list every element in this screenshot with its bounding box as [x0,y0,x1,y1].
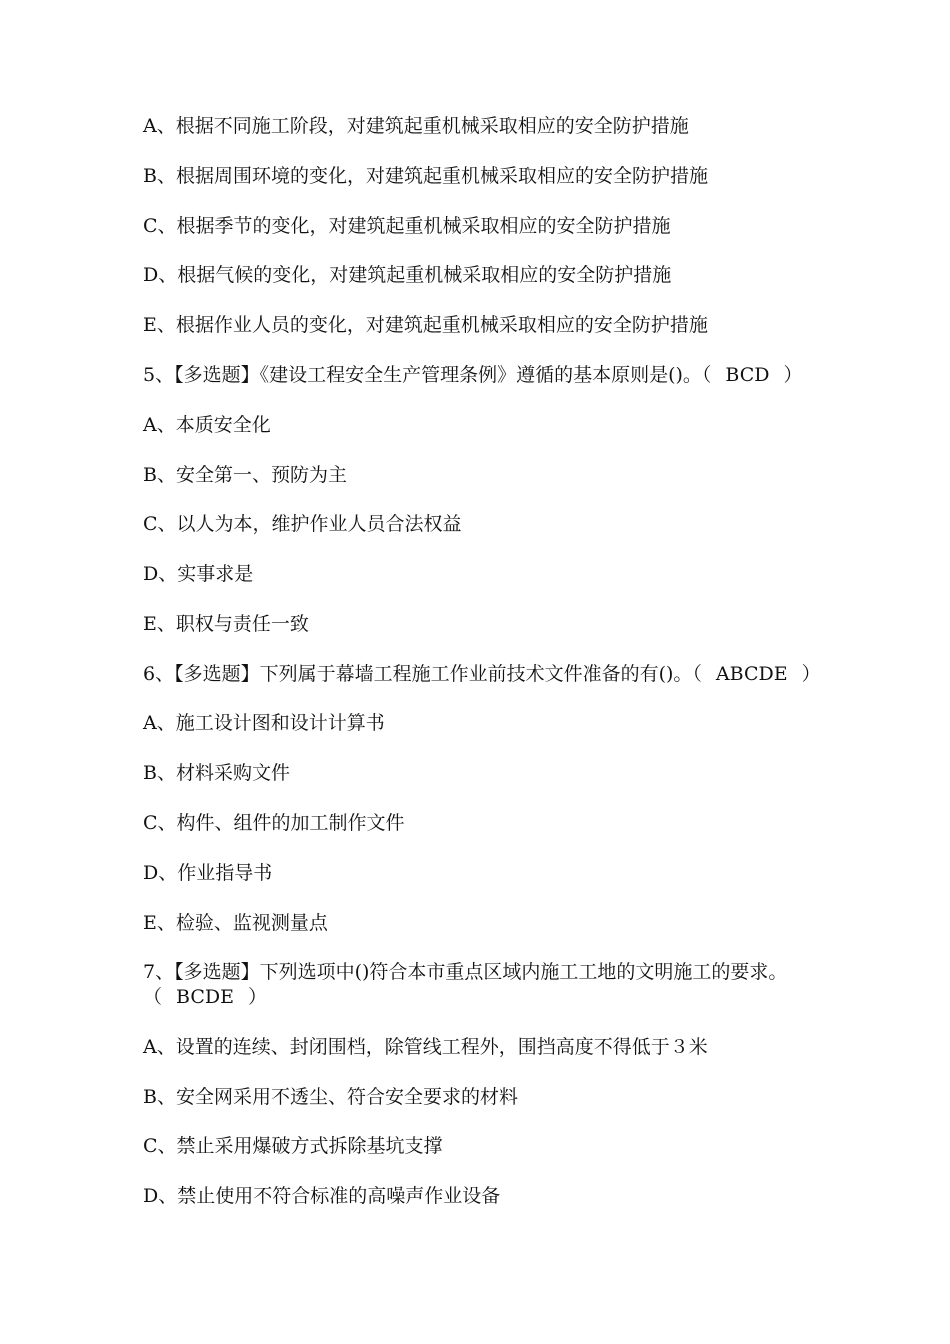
q6-stem: 6、【多选题】下列属于幕墙工程施工作业前技术文件准备的有()。（ [143,663,702,685]
q6-close-paren: ） [801,663,821,685]
q5-answer: BCD [725,364,770,386]
q5-option-d: D、实事求是 [143,563,254,585]
q6-option-d: D、作业指导书 [143,862,273,884]
q7-stem: 7、【多选题】下列选项中()符合本市重点区域内施工工地的文明施工的要求。 [143,961,788,983]
q7-answer-line [143,985,823,1009]
q5-option-c: C、以人为本，维护作业人员合法权益 [143,513,462,535]
q7-open-paren: （ [143,986,163,1008]
q7-option-b: B、安全网采用不透尘、符合安全要求的材料 [143,1086,518,1108]
q7-answer: BCDE [176,986,234,1008]
q6-option-a: A、施工设计图和设计计算书 [143,712,385,734]
q4-option-b: B、根据周围环境的变化，对建筑起重机械采取相应的安全防护措施 [143,165,708,187]
q5-close-paren: ） [783,364,803,386]
q4-option-e: E、根据作业人员的变化，对建筑起重机械采取相应的安全防护措施 [143,314,708,336]
q5-stem: 5、【多选题】《建设工程安全生产管理条例》遵循的基本原则是()。（ [143,364,712,386]
q7-option-d: D、禁止使用不符合标准的高噪声作业设备 [143,1185,501,1207]
q7-option-a: A、设置的连续、封闭围档，除管线工程外，围挡高度不得低于３米 [143,1036,708,1058]
q4-option-a: A、根据不同施工阶段，对建筑起重机械采取相应的安全防护措施 [143,115,689,137]
q7-option-c: C、禁止采用爆破方式拆除基坑支撑 [143,1135,443,1157]
q6-answer: ABCDE [715,663,788,685]
q7-close-paren: ） [247,986,267,1008]
q5-option-a: A、本质安全化 [143,414,271,436]
q5-option-b: B、安全第一、预防为主 [143,464,347,486]
q4-option-c: C、根据季节的变化，对建筑起重机械采取相应的安全防护措施 [143,215,671,237]
q6-option-e: E、检验、监视测量点 [143,912,328,934]
q6-option-c: C、构件、组件的加工制作文件 [143,812,405,834]
q6-option-b: B、材料采购文件 [143,762,290,784]
q6-stem-line [143,662,823,686]
q5-option-e: E、职权与责任一致 [143,613,309,635]
q4-option-d: D、根据气候的变化，对建筑起重机械采取相应的安全防护措施 [143,264,672,286]
q5-stem-line [143,363,823,387]
